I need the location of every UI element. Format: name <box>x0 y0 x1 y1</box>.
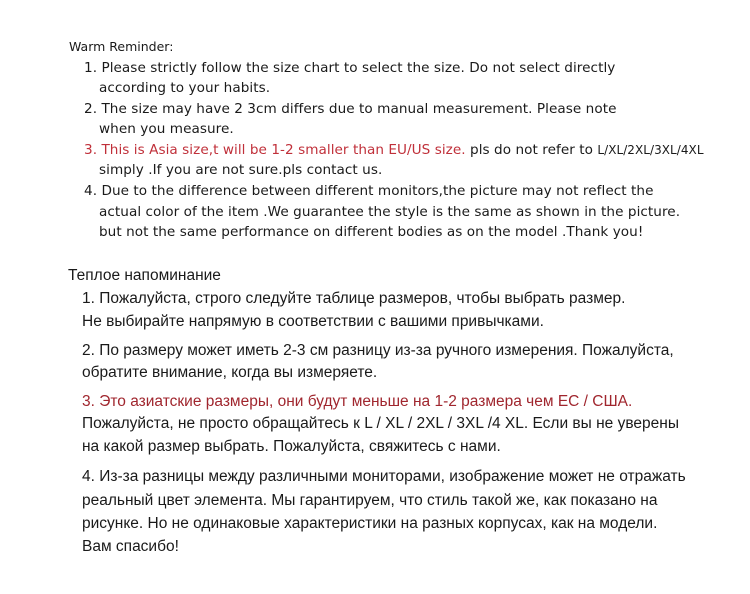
russian-item-3-highlight: 3. Это азиатские размеры, они будут меньше на 1-2 размера чем ЕС / США. <box>82 393 633 410</box>
russian-title: Теплое напоминание <box>68 267 221 284</box>
english-item-3-line-2: simply .If you are not sure.pls contact us. <box>99 162 383 178</box>
russian-item-4-line-4: Вам спасибо! <box>82 538 179 555</box>
russian-item-1-line-1: 1. Пожалуйста, строго следуйте таблице размеров, чтобы выбрать размер. <box>82 290 626 307</box>
english-item-3-rest: pls do not refer to <box>465 142 598 158</box>
english-item-2-line-2: when you measure. <box>99 121 234 137</box>
russian-item-2-line-2: обратите внимание, когда вы измеряете. <box>82 364 378 381</box>
russian-item-1-line-2: Не выбирайте напрямую в соответствии с вашими привычками. <box>82 313 544 330</box>
english-item-3-line-1 <box>84 142 704 158</box>
english-item-1-line-1: 1. Please strictly follow the size chart to select the size. Do not select directly <box>84 60 616 76</box>
english-item-1-line-2: according to your habits. <box>99 80 271 96</box>
english-title: Warm Reminder: <box>69 39 174 54</box>
russian-item-4-line-3: рисунке. Но не одинаковые характеристики на разных корпусах, как на модели. <box>82 515 658 532</box>
english-item-4-line-3: but not the same performance on different bodies as on the model .Thank you! <box>99 224 644 240</box>
russian-item-2-line-1: 2. По размеру может иметь 2-3 см разницу из-за ручного измерения. Пожалуйста, <box>82 342 674 359</box>
english-item-2-line-1: 2. The size may have 2 3cm differs due to manual measurement. Please note <box>84 101 617 117</box>
english-item-4-line-2: actual color of the item .We guarantee the style is the same as shown in the picture. <box>99 204 681 220</box>
english-item-3-sizes: L/XL/2XL/3XL/4XL <box>597 143 704 157</box>
russian-item-3-line-3: на какой размер выбрать. Пожалуйста, свяжитесь с нами. <box>82 438 501 455</box>
english-item-4-line-1: 4. Due to the difference between different monitors,the picture may not reflect the <box>84 183 654 199</box>
russian-item-3-line-2: Пожалуйста, не просто обращайтесь к L / XL / 2XL / 3XL /4 XL. Если вы не уверены <box>82 415 679 432</box>
russian-item-4-line-1: 4. Из-за разницы между различными мониторами, изображение может не отражать <box>82 468 686 485</box>
russian-item-4-line-2: реальный цвет элемента. Мы гарантируем, что стиль такой же, как показано на <box>82 492 658 509</box>
english-item-3-highlight: 3. This is Asia size,t will be 1-2 smaller than EU/US size. <box>84 142 466 158</box>
